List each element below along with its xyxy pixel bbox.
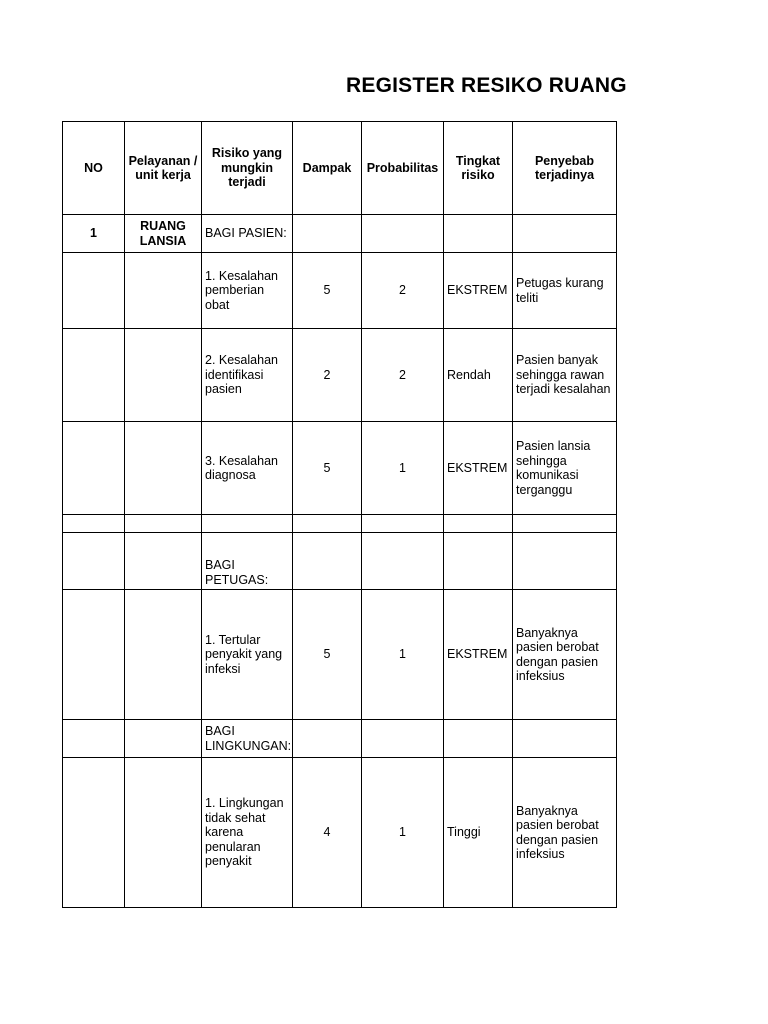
cell-probabilitas: 1 (362, 422, 444, 515)
table-row (63, 720, 617, 758)
page-title: REGISTER RESIKO RUANG (346, 74, 627, 97)
cell-unit (125, 422, 202, 515)
cell-no (63, 515, 125, 533)
cell-probabilitas (362, 533, 444, 590)
header-row (63, 122, 617, 215)
cell-dampak (293, 533, 362, 590)
cell-penyebab: Banyaknya pasien berobat dengan pasien infeksius (513, 590, 617, 720)
cell-tingkat (444, 533, 513, 590)
header-penyebab: Penyebab terjadinya (513, 122, 617, 215)
cell-penyebab (513, 515, 617, 533)
header-tingkat: Tingkat risiko (444, 122, 513, 215)
table-row (63, 515, 617, 533)
cell-dampak: 2 (293, 329, 362, 422)
cell-risiko: 1. Lingkungan tidak sehat karena penularan penyakit (202, 758, 293, 908)
cell-penyebab: Pasien lansia sehingga komunikasi terganggu (513, 422, 617, 515)
cell-dampak (293, 720, 362, 758)
cell-unit (125, 758, 202, 908)
cell-dampak: 5 (293, 590, 362, 720)
cell-probabilitas: 2 (362, 329, 444, 422)
table-row (63, 329, 617, 422)
table-row (63, 590, 617, 720)
cell-unit (125, 590, 202, 720)
cell-dampak: 5 (293, 422, 362, 515)
cell-probabilitas (362, 720, 444, 758)
cell-dampak (293, 515, 362, 533)
table-row (63, 215, 617, 253)
cell-penyebab: Pasien banyak sehingga rawan terjadi kesalahan (513, 329, 617, 422)
table-row (63, 253, 617, 329)
cell-tingkat: EKSTREM (444, 253, 513, 329)
cell-penyebab: Banyaknya pasien berobat dengan pasien infeksius (513, 758, 617, 908)
cell-no (63, 720, 125, 758)
cell-no (63, 253, 125, 329)
cell-tingkat (444, 515, 513, 533)
cell-probabilitas (362, 215, 444, 253)
header-unit: Pelayanan / unit kerja (125, 122, 202, 215)
table-row (63, 422, 617, 515)
header-dampak: Dampak (293, 122, 362, 215)
cell-dampak (293, 215, 362, 253)
cell-tingkat: EKSTREM (444, 590, 513, 720)
cell-unit (125, 533, 202, 590)
cell-probabilitas: 2 (362, 253, 444, 329)
cell-risiko: 3. Kesalahan diagnosa (202, 422, 293, 515)
cell-no (63, 758, 125, 908)
cell-no (63, 329, 125, 422)
cell-risiko: BAGI PETUGAS: (202, 533, 293, 590)
risk-register-table (62, 121, 617, 908)
cell-tingkat: Tinggi (444, 758, 513, 908)
cell-dampak: 5 (293, 253, 362, 329)
cell-tingkat: EKSTREM (444, 422, 513, 515)
cell-risiko: 1. Tertular penyakit yang infeksi (202, 590, 293, 720)
cell-no: 1 (63, 215, 125, 253)
cell-probabilitas: 1 (362, 758, 444, 908)
cell-no (63, 422, 125, 515)
cell-unit (125, 515, 202, 533)
cell-tingkat (444, 215, 513, 253)
header-risiko: Risiko yang mungkin terjadi (202, 122, 293, 215)
cell-tingkat: Rendah (444, 329, 513, 422)
cell-dampak: 4 (293, 758, 362, 908)
cell-no (63, 533, 125, 590)
cell-risiko: BAGI PASIEN: (202, 215, 293, 253)
table-row (63, 758, 617, 908)
cell-probabilitas: 1 (362, 590, 444, 720)
cell-penyebab (513, 215, 617, 253)
cell-no (63, 590, 125, 720)
cell-tingkat (444, 720, 513, 758)
table-row (63, 533, 617, 590)
cell-risiko: BAGI LINGKUNGAN: (202, 720, 293, 758)
cell-penyebab (513, 720, 617, 758)
cell-unit (125, 253, 202, 329)
cell-risiko: 1. Kesalahan pemberian obat (202, 253, 293, 329)
cell-penyebab: Petugas kurang teliti (513, 253, 617, 329)
header-probabilitas: Probabilitas (362, 122, 444, 215)
cell-unit (125, 720, 202, 758)
header-no: NO (63, 122, 125, 215)
cell-unit (125, 329, 202, 422)
cell-probabilitas (362, 515, 444, 533)
cell-penyebab (513, 533, 617, 590)
cell-unit: RUANG LANSIA (125, 215, 202, 253)
cell-risiko: 2. Kesalahan identifikasi pasien (202, 329, 293, 422)
cell-risiko (202, 515, 293, 533)
